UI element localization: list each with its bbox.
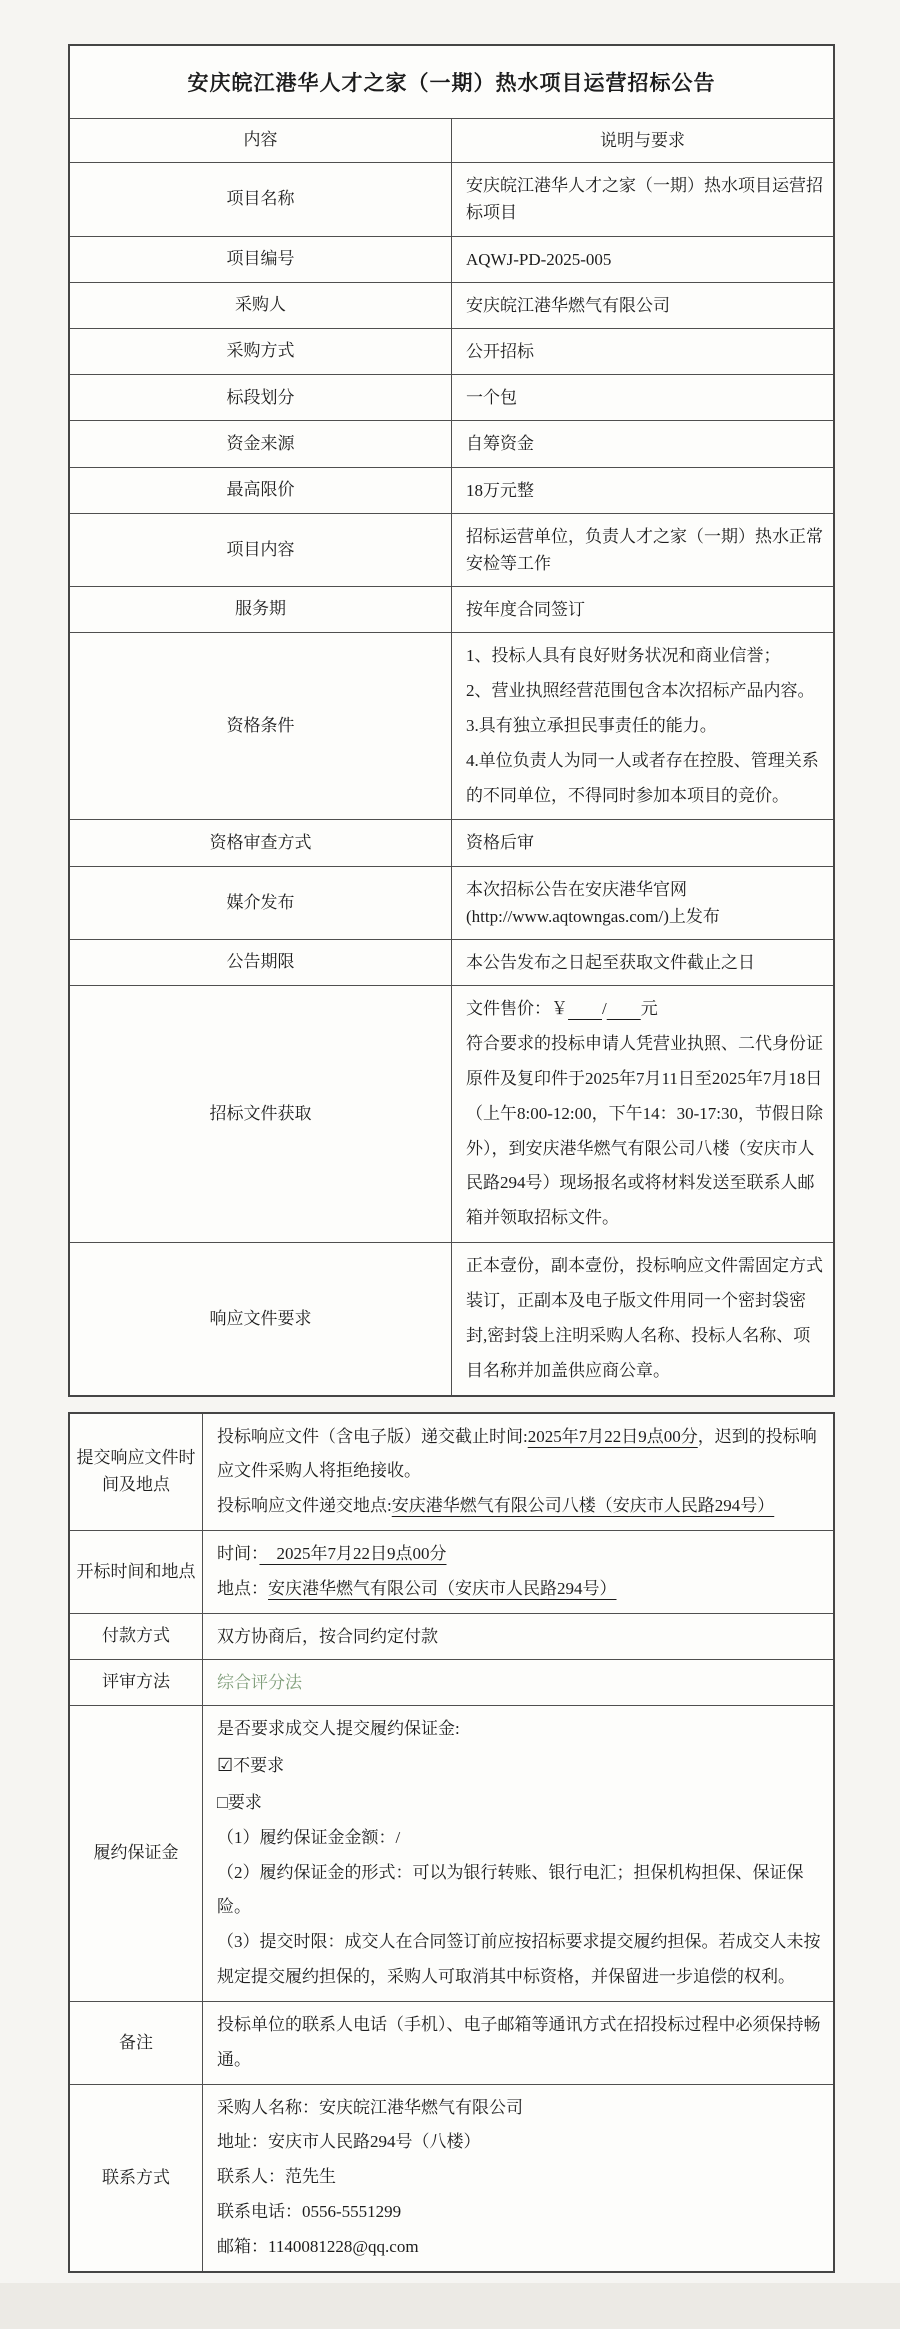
row-label: 提交响应文件时间及地点 — [69, 1413, 203, 1531]
row-contact-information — [69, 2084, 834, 2272]
row-value — [452, 1243, 835, 1396]
row-value — [203, 1531, 835, 1614]
qualification-item: 3.具有独立承担民事责任的能力。 — [466, 715, 717, 735]
submission-location: 安庆港华燃气有限公司八楼（安庆市人民路294号） — [391, 1496, 775, 1516]
bond-option-not-required: ☑不要求 — [217, 1754, 285, 1775]
row-funding-source — [69, 421, 834, 467]
bond-item: （3）提交时限：成交人在合同签订前应按招标要求提交履约担保。若成交人未按规定提交履约担保的，采购人可取消其中标资格，并保留进一步追偿的权利。 — [217, 1932, 821, 1987]
row-submission-time-and-place — [69, 1413, 834, 1531]
header-requirements-label: 说明与要求 — [452, 119, 835, 163]
row-media-publication — [69, 866, 834, 939]
row-label: 资格审查方式 — [69, 820, 452, 866]
opening-time: 2025年7月22日9点00分 — [259, 1544, 447, 1564]
blank-underline — [607, 999, 641, 1018]
title-row — [69, 45, 834, 119]
row-value — [203, 1413, 835, 1531]
row-label: 公告期限 — [69, 940, 452, 986]
row-value: 招标运营单位，负责人才之家（一期）热水正常安检等工作 — [452, 513, 835, 586]
checkbox-checked-icon: ☑ — [217, 1754, 234, 1775]
header-content-label: 内容 — [69, 119, 452, 163]
row-label: 评审方法 — [69, 1659, 203, 1705]
row-label: 服务期 — [69, 587, 452, 633]
row-qualification-requirements — [69, 633, 834, 820]
row-label: 响应文件要求 — [69, 1243, 452, 1396]
row-value: 本公告发布之日起至获取文件截止之日 — [452, 940, 835, 986]
document-price-line: 文件售价：￥ / 元 — [466, 999, 658, 1019]
row-label: 招标文件获取 — [69, 986, 452, 1243]
announcement-info-table — [68, 44, 835, 1397]
row-label: 开标时间和地点 — [69, 1531, 203, 1614]
row-value — [452, 986, 835, 1243]
bond-item: （1）履约保证金金额：/ — [217, 1827, 401, 1847]
row-purchaser — [69, 282, 834, 328]
page-bottom-band — [0, 2283, 900, 2329]
row-label: 备注 — [69, 2001, 203, 2084]
acquisition-instructions: 符合要求的投标申请人凭营业执照、二代身份证原件及复印件于2025年7月11日至2025年7月18日（上午8:00-12:00，下午14：30-17:30，节假日除外），到安庆港华燃气有限公司八楼（安庆市人民路294号）现场报名或将材料发送至联系人邮箱并领取招标文件。 — [466, 1034, 823, 1228]
announcement-schedule-table — [68, 1412, 835, 2273]
row-label: 联系方式 — [69, 2084, 203, 2272]
header-row — [69, 119, 834, 163]
bond-item: （2）履约保证金的形式：可以为银行转账、银行电汇；担保机构担保、保证保险。 — [217, 1862, 804, 1917]
qualification-item: 1、投标人具有良好财务状况和商业信誉； — [466, 646, 781, 666]
row-bid-opening-time-and-place — [69, 1531, 834, 1614]
contact-address: 地址：安庆市人民路294号（八楼） — [217, 2132, 481, 2152]
qualification-item: 4.单位负责人为同一人或者存在控股、管理关系的不同单位，不得同时参加本项目的竞价。 — [466, 750, 819, 805]
row-response-document-requirements — [69, 1243, 834, 1396]
opening-time-line: 时间： 2025年7月22日9点00分 — [217, 1544, 447, 1564]
checkbox-unchecked-icon: □ — [217, 1791, 228, 1812]
opening-location: 安庆港华燃气有限公司（安庆市人民路294号） — [268, 1578, 617, 1598]
blank-underline — [568, 999, 602, 1018]
row-label: 资金来源 — [69, 421, 452, 467]
row-project-content — [69, 513, 834, 586]
contact-person: 联系人：范先生 — [217, 2167, 336, 2187]
opening-location-line: 地点：安庆港华燃气有限公司（安庆市人民路294号） — [217, 1578, 617, 1598]
contact-phone: 联系电话：0556-5551299 — [217, 2202, 402, 2222]
row-value: 资格后审 — [452, 820, 835, 866]
row-label: 最高限价 — [69, 467, 452, 513]
paragraph: 正本壹份，副本壹份，投标响应文件需固定方式装订，正副本及电子版文件用同一个密封袋密封,密封袋上注明采购人名称、投标人名称、项目名称并加盖供应商公章。 — [466, 1256, 823, 1380]
row-value — [203, 1706, 835, 2002]
row-label: 项目内容 — [69, 513, 452, 586]
row-label: 资格条件 — [69, 633, 452, 820]
row-label: 项目编号 — [69, 236, 452, 282]
row-label: 采购人 — [69, 282, 452, 328]
row-label: 标段划分 — [69, 375, 452, 421]
row-value: AQWJ-PD-2025-005 — [452, 236, 835, 282]
row-value: 按年度合同签订 — [452, 587, 835, 633]
row-label: 项目名称 — [69, 163, 452, 236]
row-remarks — [69, 2001, 834, 2084]
row-label: 采购方式 — [69, 328, 452, 374]
row-value — [203, 2001, 835, 2084]
row-performance-bond — [69, 1706, 834, 2002]
evaluation-method-value: 综合评分法 — [203, 1659, 835, 1705]
row-project-number — [69, 236, 834, 282]
bond-question: 是否要求成交人提交履约保证金: — [217, 1719, 460, 1739]
submission-deadline: 2025年7月22日9点00分 — [527, 1426, 698, 1446]
contact-email: 邮箱：1140081228@qq.com — [217, 2237, 419, 2256]
row-qualification-review-method — [69, 820, 834, 866]
row-bidding-document-acquisition — [69, 986, 834, 1243]
row-announcement-period — [69, 940, 834, 986]
paragraph: 投标单位的联系人电话（手机）、电子邮箱等通讯方式在招投标过程中必须保持畅通。 — [217, 2014, 821, 2069]
row-max-price — [69, 467, 834, 513]
row-value — [203, 2084, 835, 2272]
row-value: 公开招标 — [452, 328, 835, 374]
row-value: 安庆皖江港华燃气有限公司 — [452, 282, 835, 328]
row-lot-division — [69, 375, 834, 421]
submission-location-line: 投标响应文件递交地点:安庆港华燃气有限公司八楼（安庆市人民路294号） — [217, 1496, 775, 1516]
row-value: 双方协商后，按合同约定付款 — [203, 1613, 835, 1659]
row-value — [452, 633, 835, 820]
table-gap — [68, 1397, 835, 1412]
row-service-period — [69, 587, 834, 633]
row-label: 履约保证金 — [69, 1706, 203, 2002]
qualification-item: 2、营业执照经营范围包含本次招标产品内容。 — [466, 681, 815, 701]
announcement-title: 安庆皖江港华人才之家（一期）热水项目运营招标公告 — [69, 45, 834, 119]
row-label: 付款方式 — [69, 1613, 203, 1659]
row-procurement-method — [69, 328, 834, 374]
row-value: 本次招标公告在安庆港华官网(http://www.aqtowngas.com/)上发布 — [452, 866, 835, 939]
row-payment-method — [69, 1613, 834, 1659]
submission-deadline-line: 投标响应文件（含电子版）递交截止时间:2025年7月22日9点00分，迟到的投标响应文件采购人将拒绝接收。 — [217, 1426, 817, 1481]
row-label: 媒介发布 — [69, 866, 452, 939]
row-value: 安庆皖江港华人才之家（一期）热水项目运营招标项目 — [452, 163, 835, 236]
row-evaluation-method — [69, 1659, 834, 1705]
row-value: 自筹资金 — [452, 421, 835, 467]
row-value: 一个包 — [452, 375, 835, 421]
contact-purchaser-name: 采购人名称：安庆皖江港华燃气有限公司 — [217, 2097, 523, 2117]
bond-option-required: □要求 — [217, 1791, 262, 1812]
row-project-name — [69, 163, 834, 236]
row-value: 18万元整 — [452, 467, 835, 513]
